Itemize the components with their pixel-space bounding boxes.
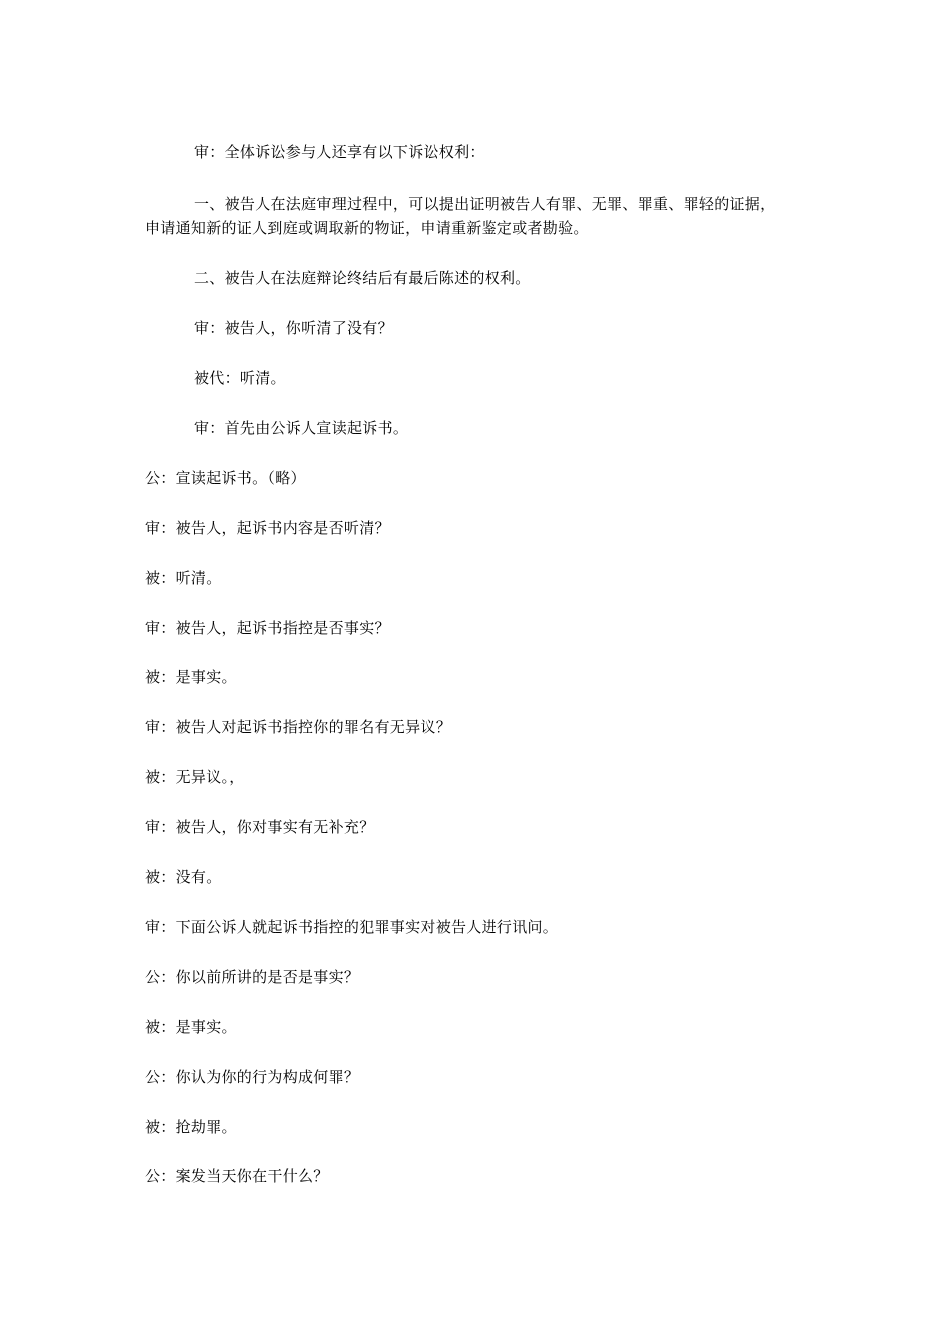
dialogue-line: 公：你认为你的行为构成何罪？ bbox=[145, 1068, 360, 1086]
paragraph-right-one: 一、被告人在法庭审理过程中，可以提出证明被告人有罪、无罪、罪重、罪轻的证据， bbox=[194, 195, 776, 213]
dialogue-line: 审：被告人，起诉书指控是否事实？ bbox=[145, 619, 390, 637]
dialogue-line: 被：是事实。 bbox=[145, 668, 237, 686]
dialogue-line: 被：无异议。， bbox=[145, 768, 245, 786]
dialogue-line: 被：抢劫罪。 bbox=[145, 1118, 237, 1136]
dialogue-line: 审：被告人对起诉书指控你的罪名有无异议？ bbox=[145, 718, 452, 736]
paragraph-right-two: 二、被告人在法庭辩论终结后有最后陈述的权利。 bbox=[194, 269, 531, 287]
dialogue-line: 审：被告人，起诉书内容是否听清？ bbox=[145, 519, 390, 537]
dialogue-line: 审：被告人，你听清了没有？ bbox=[194, 319, 393, 337]
dialogue-line: 被：是事实。 bbox=[145, 1018, 237, 1036]
paragraph-right-one-cont: 申请通知新的证人到庭或调取新的物证，申请重新鉴定或者勘验。 bbox=[145, 219, 589, 237]
paragraph-rights-intro: 审：全体诉讼参与人还享有以下诉讼权利： bbox=[194, 143, 485, 161]
dialogue-line: 公：宣读起诉书。（略） bbox=[145, 469, 306, 487]
dialogue-line: 公：案发当天你在干什么？ bbox=[145, 1167, 329, 1185]
dialogue-line: 被：没有。 bbox=[145, 868, 222, 886]
dialogue-line: 审：被告人，你对事实有无补充？ bbox=[145, 818, 375, 836]
dialogue-line: 被代：听清。 bbox=[194, 369, 286, 387]
dialogue-line: 审：下面公诉人就起诉书指控的犯罪事实对被告人进行讯问。 bbox=[145, 918, 559, 936]
dialogue-line: 被：听清。 bbox=[145, 569, 222, 587]
dialogue-line: 公：你以前所讲的是否是事实？ bbox=[145, 968, 360, 986]
dialogue-line: 审：首先由公诉人宣读起诉书。 bbox=[194, 419, 409, 437]
